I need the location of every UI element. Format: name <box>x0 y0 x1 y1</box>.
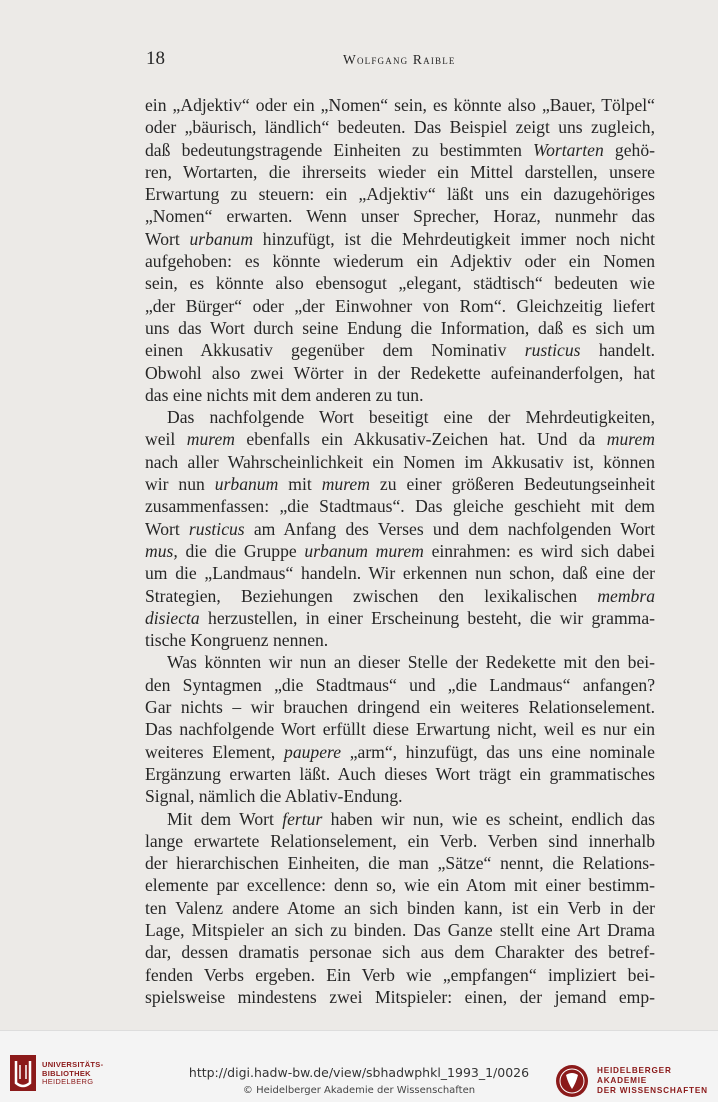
permalink-url[interactable]: http://digi.hadw-bw.de/view/sbhadwphkl_1993_1/0026 <box>188 1065 530 1080</box>
text-line: wir nun urbanum mit murem zu einer größeren Bedeutungseinheit <box>145 474 655 495</box>
university-library-label[interactable]: UNIVERSITÄTS- BIBLIOTHEK HEIDELBERG <box>42 1060 104 1086</box>
text-line: „der Bürger“ oder „der Einwohner von Rom“. Gleichzeitig liefert <box>145 295 655 316</box>
text-line: Was könnten wir nun an dieser Stelle der Redekette mit den bei- <box>167 652 655 673</box>
academy-label[interactable]: HEIDELBERGER AKADEMIE DER WISSENSCHAFTEN <box>597 1066 708 1095</box>
academy-seal-icon[interactable] <box>554 1063 590 1099</box>
text-line: aufgehoben: es könnte wiederum ein Adjektiv oder ein Nomen <box>145 251 655 272</box>
text-line: das eine nichts mit dem anderen zu tun. <box>145 384 424 405</box>
text-line: der hierarchischen Einheiten, die man „Sätze“ nennt, die Relations- <box>145 853 655 874</box>
text-line: oder „bäurisch, ländlich“ bedeuten. Das Beispiel zeigt uns zugleich, <box>145 117 655 138</box>
viewer-footer <box>0 1030 718 1102</box>
running-head: Wolfgang Raible <box>343 52 456 67</box>
text-line: mus, die die Gruppe urbanum murem einrahmen: es wird sich dabei <box>145 540 655 561</box>
text-line: „Nomen“ erwarten. Wenn unser Sprecher, Horaz, nunmehr das <box>145 206 655 227</box>
text-line: uns das Wort durch seine Endung die Information, daß es sich um <box>145 317 655 338</box>
text-line: dar, dessen dramatis personae sich aus dem Charakter des betref- <box>145 942 655 963</box>
text-line: Lage, Mitspieler an sich zu binden. Das Ganze stellt eine Art Drama <box>145 919 655 940</box>
text-line: ein „Adjektiv“ oder ein „Nomen“ sein, es könnte also „Bauer, Tölpel“ <box>145 95 655 115</box>
text-line: tische Kongruenz nennen. <box>145 630 329 651</box>
text-line: Signal, nämlich die Ablativ-Endung. <box>145 786 403 807</box>
text-line: disiecta herzustellen, in einer Erscheinung besteht, die wir gramma- <box>145 607 655 628</box>
text-line: zusammenfassen: „die Stadtmaus“. Das gleiche geschieht mit dem <box>145 496 655 517</box>
text-line: fenden Verbs ergeben. Ein Verb wie „empfangen“ impliziert bei- <box>145 964 655 985</box>
text-line: elemente par excellence: denn so, wie ein Atom mit einer bestimm- <box>145 875 655 896</box>
text-line: ten Valenz andere Atome an sich binden kann, ist ein Verb in der <box>145 897 655 918</box>
text-line: daß bedeutungstragende Einheiten zu bestimmten Wortarten gehö- <box>145 139 655 160</box>
text-line: Mit dem Wort fertur haben wir nun, wie es scheint, endlich das <box>167 808 655 829</box>
text-line: Obwohl also zwei Wörter in der Redekette aufeinanderfolgen, hat <box>145 362 655 383</box>
text-line: Gar nichts – wir brauchen dringend ein weiteres Relationselement. <box>145 697 655 718</box>
text-line: Wort rusticus am Anfang des Verses und dem nachfolgenden Wort <box>145 518 656 539</box>
text-line: Erwartung zu steuern: ein „Adjektiv“ läßt uns ein dazugehöriges <box>145 184 655 205</box>
text-line: sein, es könnte also ebensogut „elegant, städtisch“ bedeuten wie <box>145 273 655 294</box>
text-line: Das nachfolgende Wort erfüllt diese Erwartung nicht, weil es nur ein <box>145 719 655 740</box>
page-number: 18 <box>146 48 165 69</box>
copyright-notice: © Heidelberger Akademie der Wissenschaften <box>242 1085 476 1096</box>
body-text <box>145 94 655 1008</box>
text-line: nach aller Wahrscheinlichkeit ein Nomen im Akkusativ ist, können <box>145 451 655 472</box>
text-line: ren, Wortarten, die ihrerseits wieder ein Mittel darstellen, unsere <box>145 161 655 182</box>
text-line: weiteres Element, paupere „arm“, hinzufügt, das uns eine nominale <box>145 741 655 762</box>
text-line: Wort urbanum hinzufügt, ist die Mehrdeutigkeit immer noch nicht <box>145 228 655 249</box>
text-line: einen Akkusativ gegenüber dem Nominativ rusticus handelt. <box>145 340 655 361</box>
text-line: lange erwartete Relationselement, ein Verb. Verben sind innerhalb <box>145 830 655 851</box>
page-header <box>146 47 656 71</box>
text-line: um die „Landmaus“ handeln. Wir erkennen nun schon, daß eine der <box>145 563 655 584</box>
text-line: Ergänzung erwarten läßt. Auch dieses Wort trägt ein grammatisches <box>145 763 655 784</box>
text-line: den Syntagmen „die Stadtmaus“ und „die Landmaus“ anfangen? <box>145 674 655 695</box>
text-line: Das nachfolgende Wort beseitigt eine der Mehrdeutigkeiten, <box>167 407 655 428</box>
text-line: spielsweise mindestens zwei Mitspieler: einen, der jemand emp- <box>145 986 655 1007</box>
text-line: Strategien, Beziehungen zwischen den lexikalischen membra <box>145 585 655 606</box>
text-line: weil murem ebenfalls ein Akkusativ-Zeichen hat. Und da murem <box>145 429 655 450</box>
